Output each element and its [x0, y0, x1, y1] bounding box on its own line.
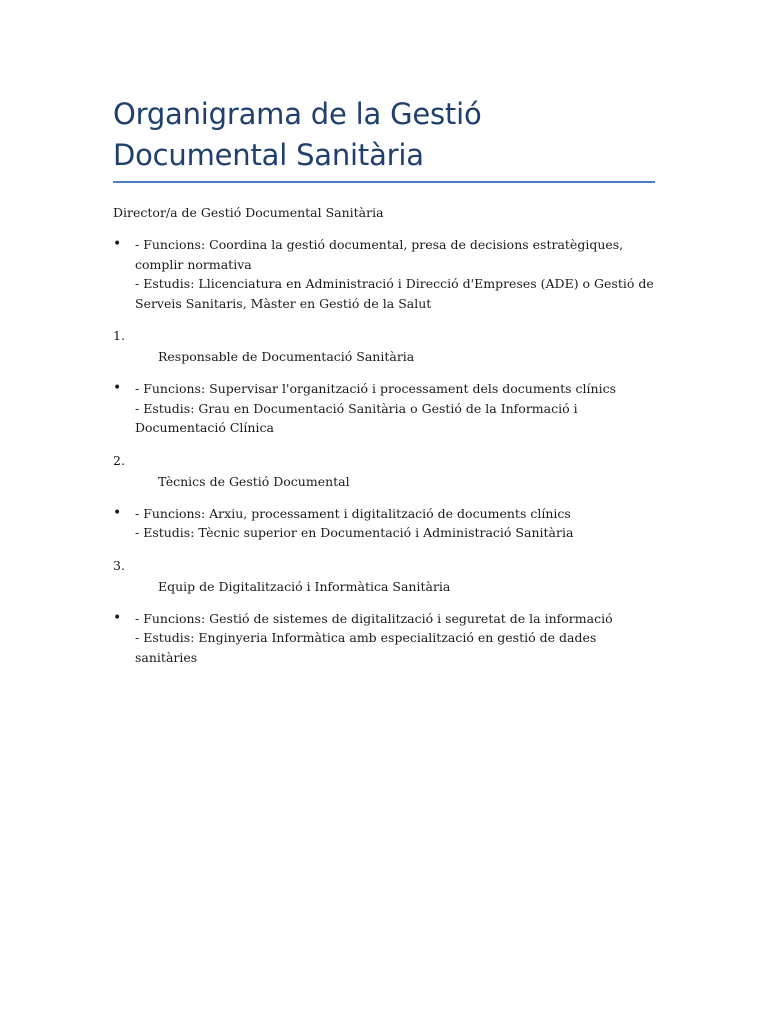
section-2-estudis: - Estudis: Tècnic superior en Documentació i Administració Sanitària	[135, 525, 574, 540]
section-1-estudis: - Estudis: Grau en Documentació Sanitària o Gestió de la Informació i Documentació Clínica	[135, 400, 578, 435]
bullet-icon: •	[113, 380, 122, 396]
document-title: Organigrama de la Gestió Documental Sanitària	[113, 97, 482, 172]
section-1	[113, 326, 657, 366]
director-bullet	[113, 235, 657, 313]
section-2-number: 2.	[113, 452, 125, 468]
director-estudis: - Estudis: Llicenciatura en Administració i Direcció d'Empreses (ADE) o Gestió de Serveis Sanitaris, Màster en Gestió de la Salut	[135, 276, 654, 311]
section-2-label: Tècnics de Gestió Documental	[158, 473, 350, 489]
section-1-bullet	[113, 379, 657, 438]
section-1-number: 1.	[113, 328, 125, 343]
director-funcions: - Funcions: Coordina la gestió documental, presa de decisions estratègiques, complir normativa	[135, 237, 624, 272]
bullet-icon: •	[113, 504, 122, 521]
section-3-bullet	[113, 609, 657, 668]
section-3-funcions: - Funcions: Gestió de sistemes de digitalització i seguretat de la informació	[135, 610, 613, 626]
bullet-icon: •	[113, 236, 122, 252]
section-2	[113, 451, 657, 491]
section-2-funcions: - Funcions: Arxiu, processament i digitalització de documents clínics	[135, 505, 571, 521]
section-3	[113, 556, 657, 596]
section-3-estudis: - Estudis: Enginyeria Informàtica amb especialització en gestió de dades sanitàries	[135, 630, 597, 665]
title-underline	[113, 181, 655, 183]
document-page	[113, 0, 657, 667]
section-3-label: Equip de Digitalització i Informàtica Sanitària	[158, 578, 451, 594]
section-1-label: Responsable de Documentació Sanitària	[158, 349, 415, 364]
section-1-funcions: - Funcions: Supervisar l'organització i processament dels documents clínics	[135, 381, 616, 396]
director-heading: Director/a de Gestió Documental Sanitària	[113, 205, 384, 220]
bullet-icon: •	[113, 609, 122, 626]
section-2-bullet	[113, 504, 657, 543]
section-3-number: 3.	[113, 557, 125, 573]
